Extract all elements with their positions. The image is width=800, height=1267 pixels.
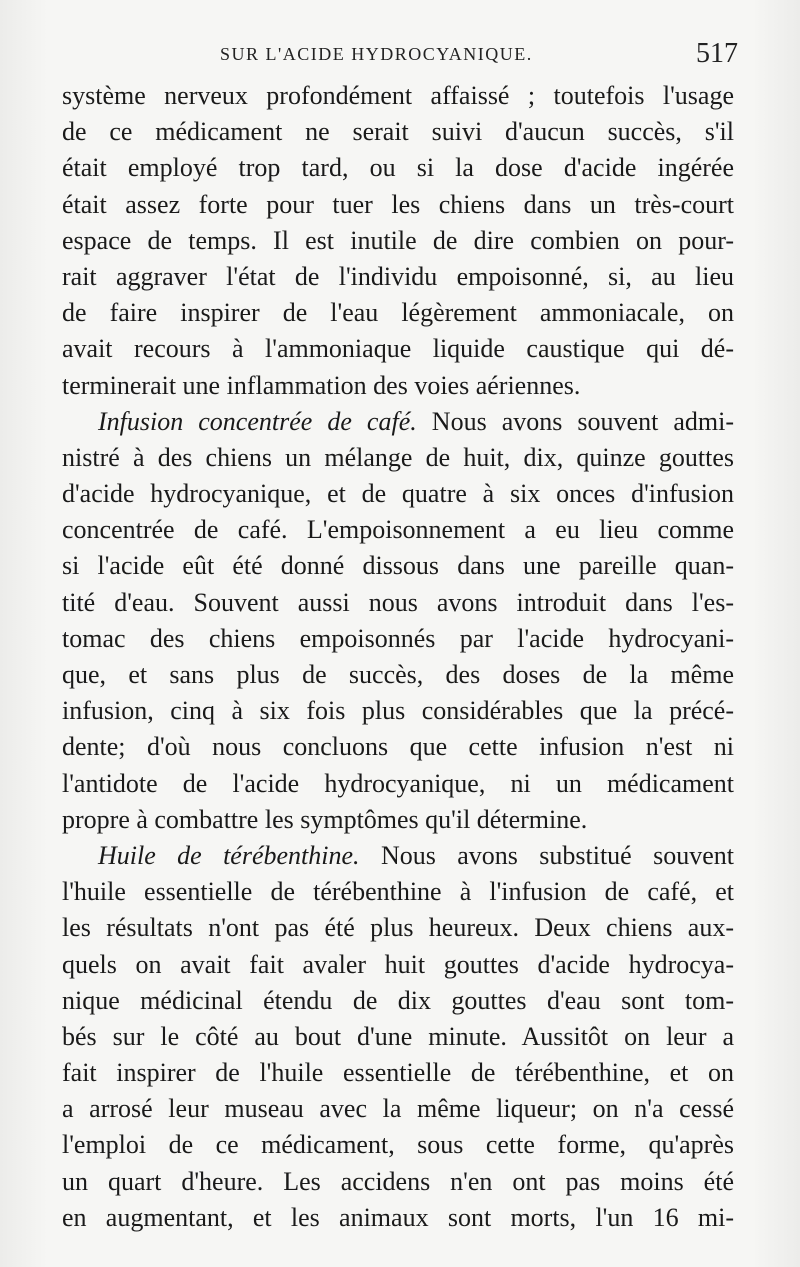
line-text: tomac des chiens empoisonnés par l'acide hydrocyani- <box>62 623 734 653</box>
text-line <box>62 838 734 874</box>
page-number: 517 <box>696 38 738 69</box>
running-head: SUR L'ACIDE HYDROCYANIQUE. <box>220 44 533 64</box>
line-text: bés sur le côté au bout d'une minute. Aussitôt on leur a <box>62 1021 734 1051</box>
line-text: l'huile essentielle de térébenthine à l'infusion de café, et <box>62 877 734 907</box>
text-line <box>62 1091 734 1127</box>
line-text: espace de temps. Il est inutile de dire combien on pour- <box>62 225 734 255</box>
text-line <box>62 729 734 765</box>
line-text: système nerveux profondément affaissé ; toutefois l'usage <box>62 81 734 110</box>
line-text: infusion, cinq à six fois plus considérables que la précé- <box>62 696 734 726</box>
body-text <box>62 78 734 1236</box>
text-line <box>62 548 734 584</box>
line-text: nistré à des chiens un mélange de huit, dix, quinze gouttes <box>62 442 734 472</box>
line-text: l'antidote de l'acide hydrocyanique, ni un médicament <box>62 768 734 798</box>
text-line <box>62 223 734 259</box>
line-text: rait aggraver l'état de l'individu empoisonné, si, au lieu <box>62 261 734 291</box>
text-line <box>62 114 734 150</box>
line-text: a arrosé leur museau avec la même liqueur; on n'a cessé <box>62 1094 734 1124</box>
text-line <box>62 259 734 295</box>
text-line <box>62 947 734 983</box>
text-line <box>62 621 734 657</box>
line-text: l'emploi de ce médicament, sous cette forme, qu'après <box>62 1130 734 1160</box>
line-text: quels on avait fait avaler huit gouttes d'acide hydrocya- <box>62 949 734 979</box>
text-line <box>62 585 734 621</box>
line-text: de ce médicament ne serait suivi d'aucun succès, s'il <box>62 117 734 147</box>
text-line <box>62 187 734 223</box>
line-text: Nous avons souvent admi- <box>416 406 734 436</box>
line-text: si l'acide eût été donné dissous dans une pareille quan- <box>62 551 734 581</box>
page-header <box>60 38 740 78</box>
text-line <box>62 874 734 910</box>
text-line <box>62 1019 734 1055</box>
text-line <box>62 1200 734 1236</box>
text-line <box>62 1127 734 1163</box>
text-line <box>62 693 734 729</box>
text-line <box>62 331 734 367</box>
line-text: fait inspirer de l'huile essentielle de térébenthine, et on <box>62 1058 734 1088</box>
text-line <box>62 476 734 512</box>
text-line <box>62 404 734 440</box>
text-line <box>62 766 734 802</box>
text-line <box>62 150 734 186</box>
text-line <box>62 983 734 1019</box>
line-text: dente; d'où nous concluons que cette infusion n'est ni <box>62 732 734 762</box>
text-line <box>62 368 734 404</box>
line-text: propre à combattre les symptômes qu'il détermine. <box>62 804 588 834</box>
line-text: que, et sans plus de succès, des doses de la même <box>62 660 734 689</box>
paragraph-heading: Infusion concentrée de café. <box>98 406 417 436</box>
text-line <box>62 910 734 946</box>
text-line <box>62 512 734 548</box>
line-text: terminerait une inflammation des voies aériennes. <box>62 370 581 400</box>
line-text: Nous avons substitué souvent <box>359 840 734 870</box>
line-text: de faire inspirer de l'eau légèrement ammoniacale, on <box>62 298 734 328</box>
text-line <box>62 295 734 331</box>
text-line <box>62 78 734 114</box>
line-text: était employé trop tard, ou si la dose d'acide ingérée <box>62 153 734 183</box>
text-line <box>62 802 734 838</box>
line-text: concentrée de café. L'empoisonnement a eu lieu comme <box>62 515 734 545</box>
text-line <box>62 1164 734 1200</box>
paragraph-heading: Huile de térébenthine. <box>98 840 360 870</box>
text-line <box>62 440 734 476</box>
line-text: un quart d'heure. Les accidens n'en ont pas moins été <box>62 1166 734 1196</box>
text-line <box>62 1055 734 1091</box>
line-text: nique médicinal étendu de dix gouttes d'eau sont tom- <box>62 985 734 1015</box>
line-text: tité d'eau. Souvent aussi nous avons introduit dans l'es- <box>62 587 734 617</box>
line-text: avait recours à l'ammoniaque liquide caustique qui dé- <box>62 334 734 364</box>
line-text: les résultats n'ont pas été plus heureux. Deux chiens aux- <box>62 913 734 943</box>
line-text: était assez forte pour tuer les chiens dans un très-court <box>62 189 734 219</box>
line-text: d'acide hydrocyanique, et de quatre à six onces d'infusion <box>62 479 734 509</box>
text-line <box>62 657 734 693</box>
line-text: en augmentant, et les animaux sont morts, l'un 16 mi- <box>62 1202 734 1232</box>
